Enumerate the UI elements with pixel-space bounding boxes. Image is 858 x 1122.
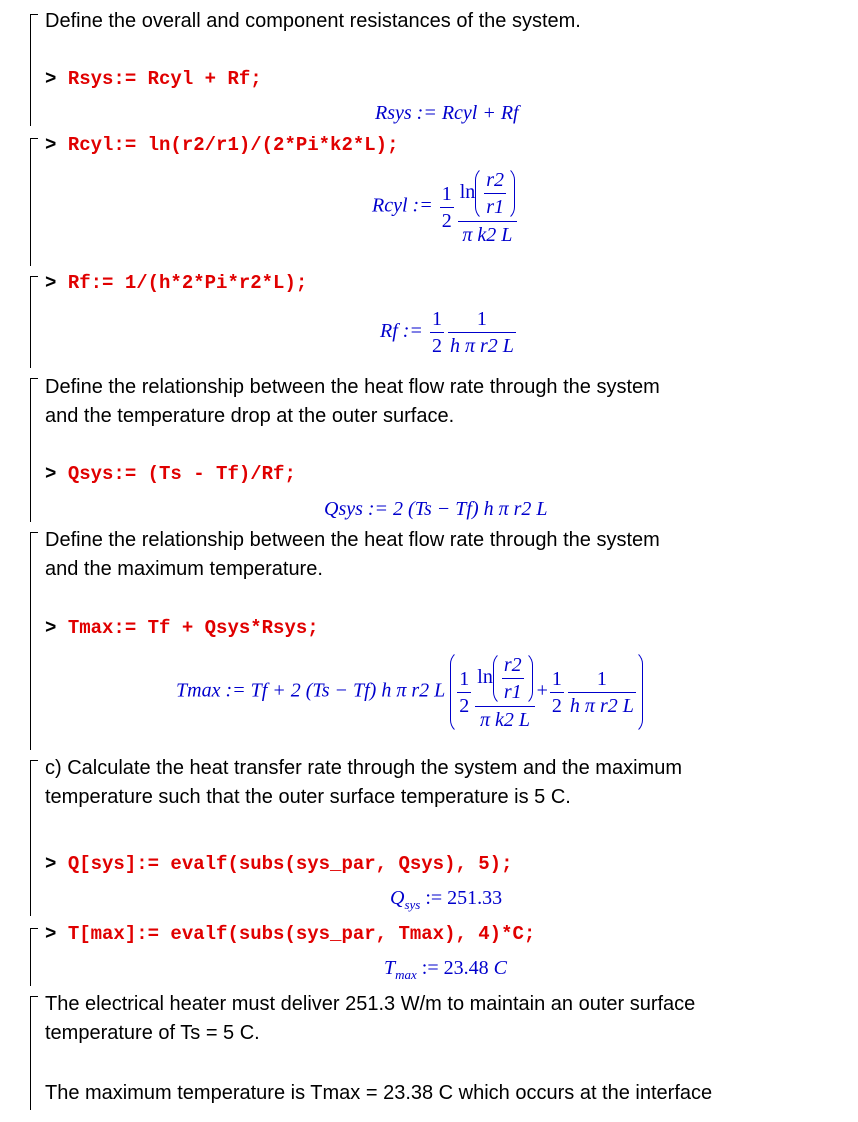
- fraction: $\frac{1}{2}$: [431, 308, 442, 357]
- output-tmax-value: $T_{max}$ := 23.48 C: [384, 957, 507, 982]
- group-bracket-6: [30, 760, 31, 916]
- command-input-qsys[interactable]: > Qsys:= (Ts - Tf)/Rf;: [45, 463, 296, 485]
- output-rcyl: [372, 166, 519, 248]
- group-bracket-5: [30, 532, 31, 750]
- fraction: $\frac{1}{2}$: [441, 182, 452, 232]
- output-tmax: Tmax := Tf + 2 (Ts − Tf) h π r2 L $\frac{1}{2}$ ln $\frac{r2}{r1}$ π k2 L + $\frac{1}{2}$ $\frac{1}{\text{h π r2 L}}$: [176, 650, 643, 734]
- output-qsys: Qsys := 2 (Ts − Tf) h π r2 L: [324, 498, 548, 520]
- output-lhs: Rcyl :=: [372, 194, 433, 217]
- group-bracket-7: [30, 928, 31, 986]
- fraction: ln $\frac{r2}{r1}$ π k2 L: [458, 166, 517, 248]
- output-rsys: Rsys := Rcyl + Rf: [375, 102, 519, 124]
- comment-text: c) Calculate the heat transfer rate through the system and the maximum: [45, 757, 682, 779]
- command-input-rsys[interactable]: > Rsys:= Rcyl + Rf;: [45, 68, 262, 90]
- command-input-tmax-eval[interactable]: > T[max]:= evalf(subs(sys_par, Tmax), 4)*C;: [45, 923, 536, 945]
- comment-text: and the temperature drop at the outer surface.: [45, 405, 455, 427]
- comment-text: and the maximum temperature.: [45, 558, 323, 580]
- comment-text: temperature of Ts = 5 C.: [45, 1022, 260, 1044]
- group-bracket-2: [30, 138, 31, 266]
- group-bracket-8: [30, 996, 31, 1110]
- group-bracket-1: [30, 14, 31, 126]
- command-input-tmax[interactable]: > Tmax:= Tf + Qsys*Rsys;: [45, 617, 319, 639]
- comment-text: The maximum temperature is Tmax = 23.38 C which occurs at the interface: [45, 1082, 713, 1104]
- command-input-rf[interactable]: > Rf:= 1/(h*2*Pi*r2*L);: [45, 272, 308, 294]
- comment-text: Define the overall and component resistances of the system.: [45, 10, 581, 32]
- command-input-qsys-eval[interactable]: > Q[sys]:= evalf(subs(sys_par, Qsys), 5);: [45, 853, 513, 875]
- comment-text: Define the relationship between the heat flow rate through the system: [45, 529, 660, 551]
- comment-text: The electrical heater must deliver 251.3 W/m to maintain an outer surface: [45, 993, 696, 1015]
- comment-text: temperature such that the outer surface temperature is 5 C.: [45, 786, 571, 808]
- comment-text: Define the relationship between the heat flow rate through the system: [45, 376, 660, 398]
- fraction: $\frac{1}{\text{h π r2 L}}$: [449, 308, 514, 357]
- command-input-rcyl[interactable]: > Rcyl:= ln(r2/r1)/(2*Pi*k2*L);: [45, 134, 399, 156]
- output-rf: Rf := $\frac{1}{2}$ $\frac{1}{\text{h π r2 L}}$: [380, 308, 514, 357]
- output-qsys-value: $Q_{sys}$ := 251.33: [390, 887, 503, 912]
- group-bracket-3: [30, 276, 31, 368]
- group-bracket-4: [30, 378, 31, 522]
